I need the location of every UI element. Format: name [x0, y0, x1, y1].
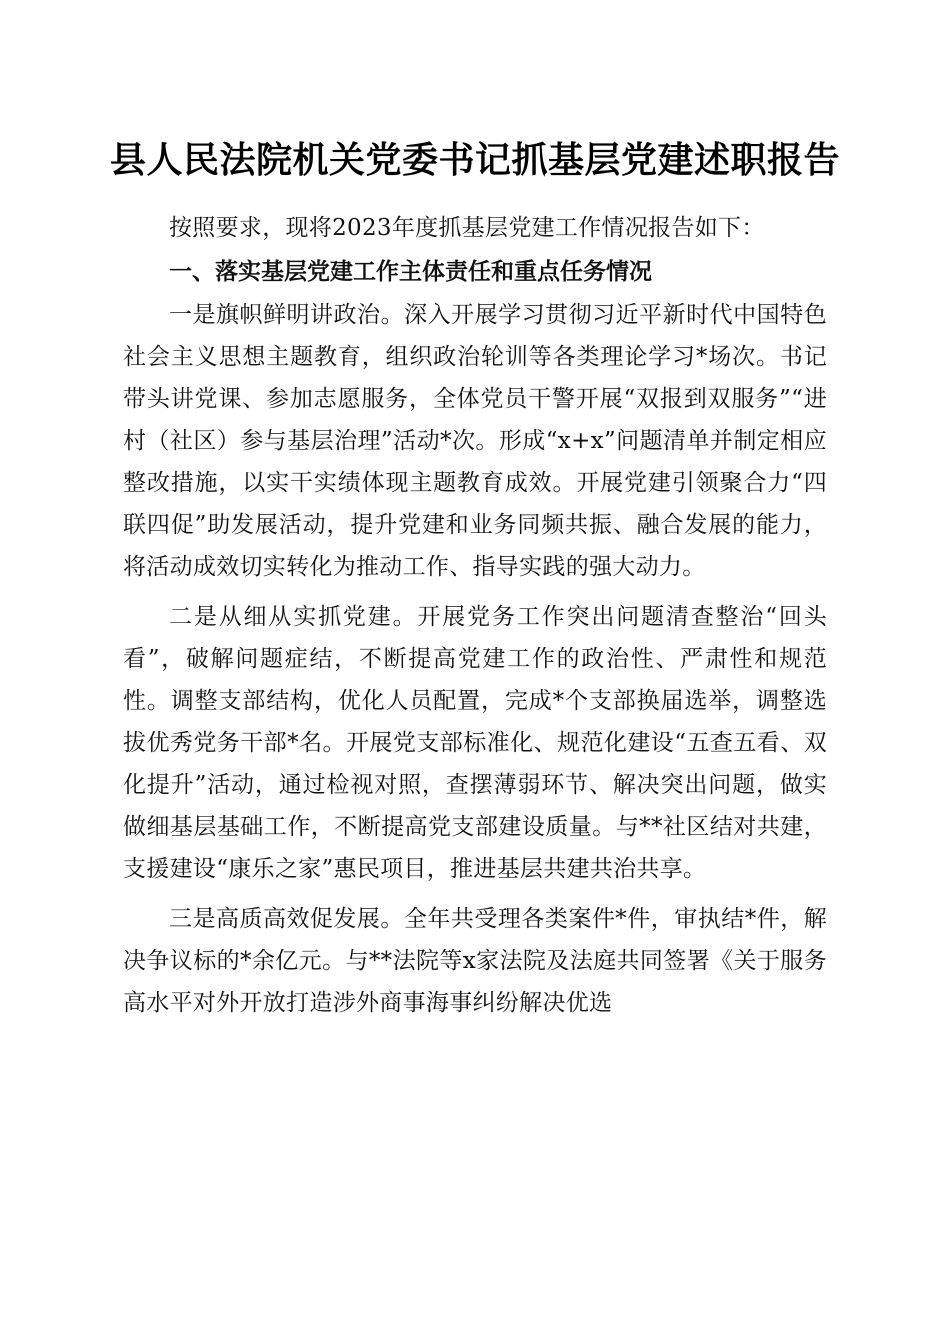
- paragraph-lead: 三是高质高效促发展。: [169, 906, 404, 932]
- paragraph-lead: 一是旗帜鲜明讲政治。: [169, 302, 405, 328]
- paragraph-text: 全年共受理各类案件*件，审执结*件，解决争议标的*余亿元。与**法院等x家法院及法庭共同签署《关于服务高水平对外开放打造涉外商事海事纠纷解决优选: [123, 906, 828, 1016]
- paragraph-text: 开展党务工作突出问题清查整治“回头看”，破解问题症结，不断提高党建工作的政治性、严肃性和规范性。调整支部结构，优化人员配置，完成*个支部换届选举，调整选拔优秀党务干部*名。开展党支部标准化、规范化建设“五查五看、双化提升”活动，通过检视对照，查摆薄弱环节、解决突出问题，做实做细基层基础工作，不断提高党支部建设质量。与**社区结对共建，支援建设“康乐之家”惠民项目，推进基层共建共治共享。: [123, 604, 828, 882]
- paragraph-lead: 二是从细从实抓党建。: [169, 604, 418, 630]
- paragraph-text: 深入开展学习贯彻习近平新时代中国特色社会主义思想主题教育，组织政治轮训等各类理论学习*场次。书记带头讲党课、参加志愿服务，全体党员干警开展“双报到双服务”“进村（社区）参与基层治理”活动*次。形成“x+x”问题清单并制定相应整改措施，以实干实绩体现主题教育成效。开展党建引领聚合力“四联四促”助发展活动，提升党建和业务同频共振、融合发展的能力，将活动成效切实转化为推动工作、指导实践的强大动力。: [123, 302, 827, 580]
- document-body: [123, 206, 827, 1024]
- section-heading: 一、落实基层党建工作主体责任和重点任务情况: [169, 259, 652, 285]
- intro-paragraph: 按照要求，现将2023年度抓基层党建工作情况报告如下：: [169, 215, 765, 241]
- paragraph-3: [123, 898, 827, 1024]
- document-title: 县人民法院机关党委书记抓基层党建述职报告: [109, 139, 840, 181]
- paragraph-2: [123, 596, 827, 890]
- paragraph-1: [123, 294, 827, 588]
